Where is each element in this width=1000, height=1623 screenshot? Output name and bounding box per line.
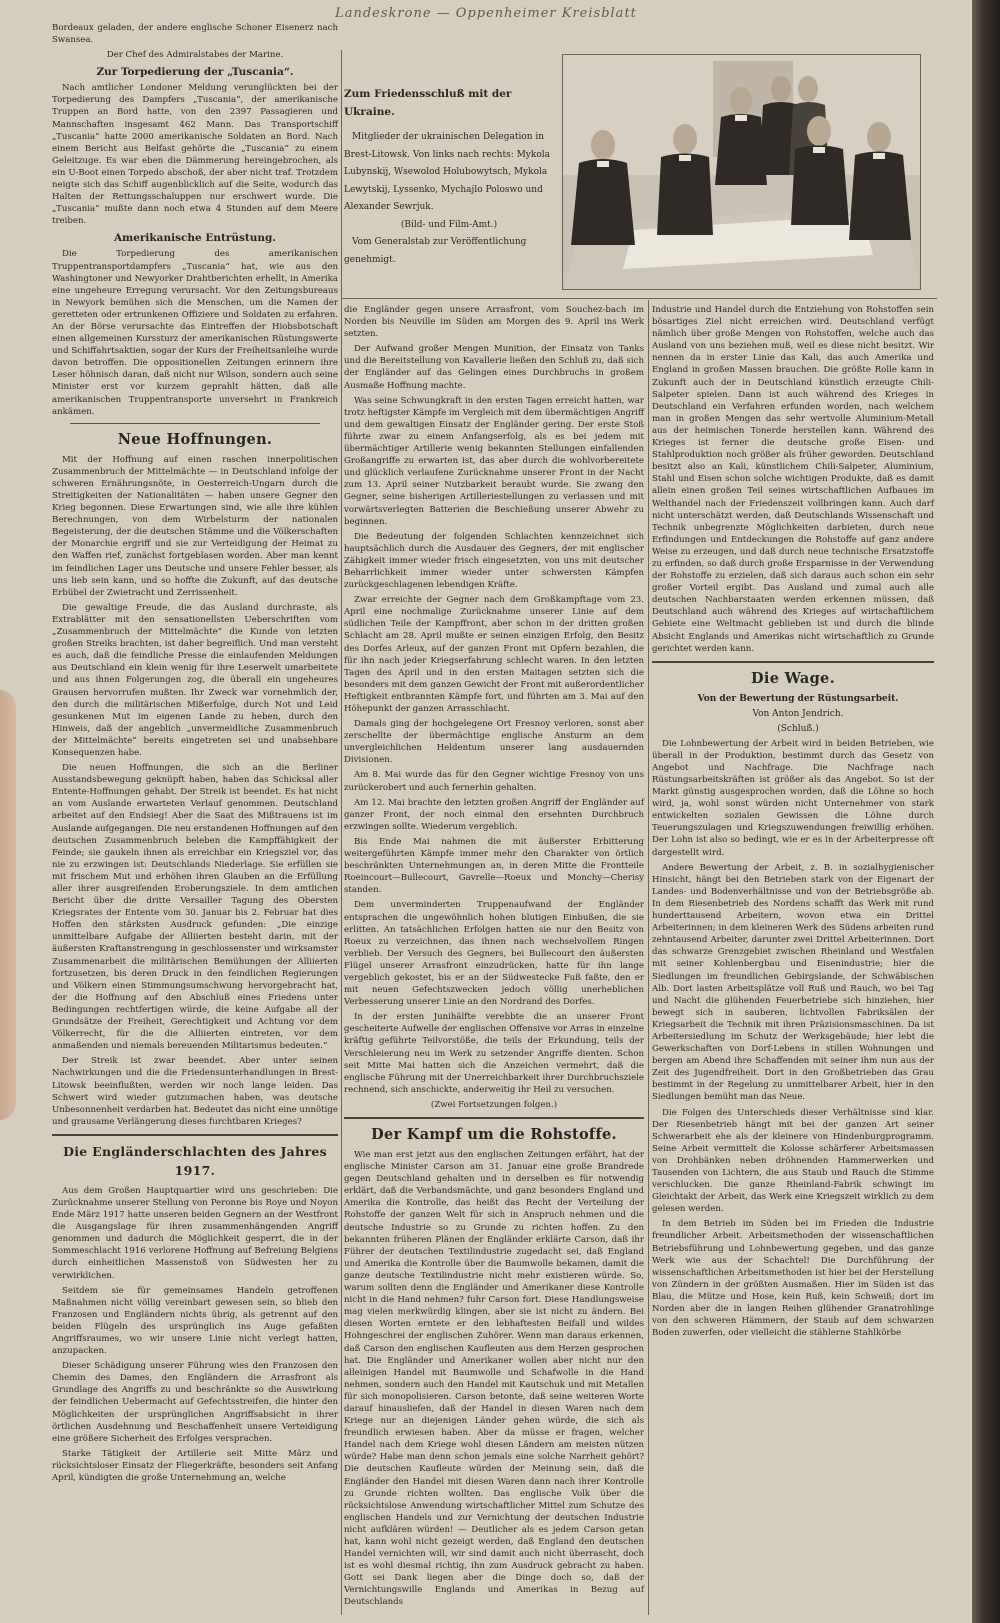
paragraph: Industrie und Handel durch die Entziehung von Rohstoffen sein bösartiges Ziel nicht erreichen wird. Deutschland verfügt nämlich über große Mengen von Rohstoffen, welche auch das Ausland von uns beziehen muß, weil es diese nicht besitzt. Wir nennen da in erster Linie das Kali, das auch Amerika und England in großen Massen brauchen. Die größte Rolle kann in Zukunft auch der in Deutschland künstlich erzeugte Chili-Salpeter spielen. Dann ist auch während des Krieges in Deutschland ein Verfahren erfunden worden, nach welchem man in großen Mengen das sehr wertvolle Aluminium-Metall aus der heimischen Tonerde herstellen kann. Während des Krieges ist ferner die deutsche große Eisen- und Stahlproduktion noch größer als früher geworden. Deutschland besitzt also an Kali, künstlichem Chili-Salpeter, Aluminium, Stahl und Eisen schon solche wichtigen Produkte, daß es damit allein einen großen Teil seines wirtschaftlichen Aufbaues im Welthandel nach der Friedenszeit vollbringen kann. Auch darf nicht unterschätzt werden, daß Deutschlands Wissenschaft und Technik unbegrenzte Möglichkeiten darbieten, durch neue Erfindungen und Entdeckungen die Rohstoffe auf ganz andere Weise zu erzeugen, und daß durch neue technische Ersatzstoffe zu erfinden, so daß durch große Ersparnisse in der Verwendung der Rohstoffe zu erzielen, daß sich daraus auch schon ein sehr großer Vorteil ergibt. Das Ausland und zumal auch alle deutschen Nachbarstaaten werden erkennen müssen, daß Deutschland auch während des Krieges auf wirtschaftlichem Gebiete eine Weltmacht geblieben ist und durch die blinde Absicht Englands und Amerikas nicht wirtschaftlich zu Grunde gerichtet werden kann. (652, 305, 934, 654)
caption-body: Mitglieder der ukrainischen Delegation in Brest-Litowsk. Von links nach rechts: Mykola Lubynskij, Wsewolod Holubowytsch, Mykola Lewytskij, Lyssenko, Mychajlo Poloswo und Alexander Sewrjuk. (344, 132, 551, 212)
paragraph: Seitdem sie für gemeinsames Handeln getroffenen Maßnahmen nicht völlig vereinbart gewesen sein, so blieb den Franzosen und Engländern nichts übrig, als getrennt auf den beiden Flügeln des ursprünglich ins Auge gefaßten Angriffsraumes, wo wir unsere Linie nicht verlegt hatten, anzupacken. (52, 1285, 338, 1357)
paragraph: Der Streik ist zwar beendet. Aber unter seinen Nachwirkungen und die die Friedensunterhandlungen in Brest-Litowsk beeinflußten, werden wir noch lange leiden. Das Schwert wird wieder gutzumachen haben, was deutsche Unbesonnenheit verdarben hat. Bedeutet das nicht eine unnötige und grausame Verlängerung dieses furchtbaren Krieges? (52, 1056, 338, 1127)
series-note: (Schluß.) (777, 723, 819, 734)
article-fragment-top: Bordeaux geladen, der andere englische Schoner Eisenerz nach Swansea. (52, 23, 338, 46)
column-right (652, 304, 934, 1614)
caption-approval: Vom Generalstab zur Veröffentlichung genehmigt. (344, 237, 527, 265)
delegation-photo-image (563, 55, 920, 289)
paragraph: Aus dem Großen Hauptquartier wird uns geschrieben: Die Zurücknahme unserer Stellung von Peronne bis Roye und Noyon Ende März 1917 hatte unseren beiden Gegnern an der Westfront die Ausgangslage für ihren zusammenhängenden Angriff genommen und dadurch die Möglichkeit gesperrt, die in der Sommeschlacht 1916 verlorene Hoffnung auf Befreiung Belgiens durch einheitlichen Massenstoß von Südwesten her zu verwirklichen. (52, 1185, 338, 1281)
caption-title: Zum Friedensschluß mit der Ukraine. (344, 88, 512, 118)
signature-admiralstab: Der Chef des Admiralstabes der Marine. (106, 50, 284, 61)
delegation-photo (562, 54, 921, 290)
column-rule-left (341, 50, 342, 1615)
column-rule-right (648, 300, 649, 1615)
divider (52, 1134, 338, 1136)
paragraph: Die gewaltige Freude, die das Ausland durchraste, als Extrablätter mit den sensationellsten Ueberschriften vom „Zusammenbruch der Mittelmächte“ die Kunde von letzten großen Streiks brachten, ist daher begreiflich. Und man versteht es auch, daß die feindliche Presse die einlaufenden Meldungen aus Deutschland ein klein wenig für ihre Leserwelt umarbeitete und aus ihnen Folgerungen zog, die überall ein ungeheures Grausen hervorrufen mußten. Ihr Zweck war vornehmlich der, den durch die militärischen Mißerfolge, durch Not und Leid gesunkenen Mut im eigenen Lande zu heben, durch den Hinweis, daß der angeblich „unvermeidliche Zusammenbruch der Mittelmächte“ bereits eingetreten sei und unabsehbare Konsequenzen habe. (52, 602, 338, 758)
thumb-edge (0, 690, 16, 1120)
divider (70, 423, 320, 424)
paragraph: Am 12. Mai brachte den letzten großen Angriff der Engländer auf ganzer Front, der noch einmal den ersehnten Durchbruch erzwingen sollte. Wiederum vergeblich. (344, 797, 644, 832)
paragraph: Die Lohnbewertung der Arbeit wird in beiden Betrieben, wie überall in der Produktion, bestimmt durch das Gesetz von Angebot und Nachfrage. Die Nachfrage nach Rüstungsarbeitskräften ist größer als das Angebot. So ist der Markt günstig ausgesprochen worden, daß die Löhne so hoch wird, ja, wohl sonst würden nicht Unternehmer von stark entwickelten sozialen Gewissen die Löhne durch Teuerungszulagen und Kriegszuwendungen freiwillig erhöhen. Der Lohn ist also so bedingt, wie er es in der Arbeiterpresse oft dargestellt wird. (652, 738, 934, 858)
headline-englaenderschlachten: Die Engländerschlachten des Jahres 1917. (63, 1143, 327, 1178)
headline-entruestung: Amerikanische Entrüstung. (113, 232, 277, 245)
paragraph: Wie man erst jetzt aus den englischen Zeitungen erfährt, hat der englische Minister Carson am 31. Januar eine große Brandrede gegen Deutschland gehalten und in derselben es für notwendig erklärt, daß die Verbandsmächte, und ganz besonders England und Amerika die Kontrolle, das heißt das Recht der Verteilung der Rohstoffe der ganzen Welt für sich in Anspruch nehmen und die deutsche Industrie so zu Grunde zu richten hoffen. Zu den bekannten früheren Plänen der Engländer erklärte Carson, daß ihr Führer der deutschen Textilindustrie zugedacht sei, daß England und Amerika die Kontrolle über die Baumwolle bekamen, damit die ganze deutsche Textilindustrie nicht mehr existieren würde. So, warum sollten denn die Engländer und Amerikaner diese Kontrolle nicht in die Hand nehmen? fuhr Carson fort. Diese Handlungsweise mag vielen merkwürdig klingen, aber sie ist nicht zu ändern. Bei diesen Worten erntete er den lebhaftesten Beifall und wildes Hohngeschrei der englischen Zuhörer. Wenn man daraus erkennen, daß Carson den englischen Kaufleuten aus dem Herzen gesprochen hat. Die Engländer und Amerikaner wollen aber nicht nur den alleinigen Handel mit Baumwolle und Schafwolle in die Hand nehmen, sondern auch den Handel mit Kautschuk und mit Metallen für sich monopolisieren. Carson betonte, daß seine weiteren Worte darauf hinausliefen, daß der Handel in diesen Waren nach dem Kriege nur an diejenigen Länder gehen würde, die sich als freundlich erwiesen haben. Aber da müsse er fragen, welcher Handel nach dem Kriege wohl diesen Ländern am meisten nützen würde? Habe man denn schon jemals eine solche Narrheit gehört? Die deutschen Kaufleute würden der Meinung sein, daß die Engländer den Handel mit diesen Waren dann nach ihrer Kontrolle zu Grunde richten wollten. Das englische Volk über die rücksichtslose Anwendung wirtschaftlicher Mittel zum Schutze des englischen Handels und zur Vernichtung der deutschen Industrie nicht aufklären würden! — Deutlicher als es jedem Carson getan hat, kann wohl nicht gezeigt werden, daß England den deutschen Handel vernichten will, wir sind damit auch nicht überrascht, doch ist es wohl diesmal richtig, ihn zum Ausdruck gebracht zu haben. Gott sei Dank liegen aber die Dinge doch so, daß der Vernichtungswille Englands und Amerikas in Bezug auf Deutschlands (344, 1150, 644, 1608)
header-rule (341, 298, 937, 299)
column-left (52, 22, 338, 1612)
headline-neue-hoffnungen: Neue Hoffnungen. (117, 430, 273, 448)
paragraph: Mit der Hoffnung auf einen raschen innerpolitischen Zusammenbruch der Mittelmächte — in Deutschland infolge der schweren Ernährungsnöte, in Oesterreich-Ungarn durch die Streitigkeiten der Nationalitäten — haben unsere Gegner den Krieg begonnen. Diese Erwartungen sind, wie alle ihre kühlen Berechnungen, von dem Wirbelsturm der nationalen Begeisterung, der die deutschen Stämme und die Völkerschaften der Monarchie ergriff und sie zur Verteidigung der Heimat zu den Waffen rief, zunächst fortgeblasen worden. Aber man kennt im feindlichen Lager uns Deutsche und unsere Fehler besser, als uns lieb sein kann, und so hoffte die Zukunft, auf das deutsche Erbübel der Zwietracht und Zerrissenheit. (52, 454, 338, 598)
paragraph: Nach amtlicher Londoner Meldung verunglückten bei der Torpedierung des Dampfers „Tuscania“, der amerikanische Truppen an Bord hatte, von den 2397 Passagieren und Mannschaften insgesamt 462 Mann. Das Transportschiff „Tuscania“ hatte 2000 amerikanische Soldaten an Bord. Nach einem Bericht aus Belfast gehörte die „Tuscania“ zu einem Geleitzuge. Es war eben die Dämmerung hereingebrochen, als ein U-Boot einen Torpedo abschoß, der aber nicht traf. Trotzdem neigte sich das Schiff augenblicklich auf die Seite, wodurch das Halten der Rettungsschaluppen nur erschwert wurde. Die „Tuscania“ mußte dann noch etwa 4 Stunden auf dem Meere treiben. (52, 83, 338, 227)
binding-edge (972, 0, 1000, 1623)
running-head: Landeskrone — Oppenheimer Kreisblatt (335, 6, 637, 21)
paragraph: Was seine Schwungkraft in den ersten Tagen erreicht hatten, war trotz heftigster Kämpfe im Vergleich mit dem übermächtigen Angriff und dem gewaltigen Einsatz der Engländer gering. Der erste Stoß führte zwar zu einem Anfangserfolg, als es bei jedem mit übermächtiger Artillerie wenig bekannten Stellungen einfallenden Großangriffe zu erwarten ist, das aber durch die wohlvorbereitete und glücklich verlaufene Zurücknahme unserer Front in der Nacht zum 13. April seiner Nutzbarkeit beraubt wurde. Sie zwang den Gegner, seine bisherigen Artilleriestellungen zu verlassen und mit vorwärtsverlegten Batterien die Beschießung unserer Abwehr zu beginnen. (344, 395, 644, 527)
paragraph: In dem Betrieb im Süden bei im Frieden die Industrie freundlicher Arbeit. Arbeitsmethoden der wissenschaftlichen Betriebsführung und Lohnbewertung gegeben, und das ganze Werk wie aus der Schachtel! Die Durchführung der wissenschaftlichen Arbeitsmethoden ist hier bei der Herstellung von Zündern in der größten Ausmaßen. Hier im Süden ist das Blau, die Mütze und Hose, kein Ruß, kein Schweiß; dort im Norden aber die in langen Reihen glühender Granatrohlinge von den schweren Hämmern, der Staub auf dem schwarzen Boden zuwerfen, oder vielleicht die stählerne Stahlkörbe (652, 1219, 934, 1339)
headline-die-wage: Die Wage. (751, 669, 835, 687)
paragraph: Am 8. Mai wurde das für den Gegner wichtige Fresnoy von uns zurückerobert und auch fernerhin gehalten. (344, 770, 644, 793)
paragraph: In der ersten Junihälfte verebbte die an unserer Front gescheiterte Aufwelle der englischen Offensive vor Arras in einzelne kräftig geführte Teilvorstöße, die teils der Erkundung, teils der Verschleierung neu im Werk zu setzender Angriffe dienten. Schon seit Mitte Mai hatten sich die Anzeichen vermehrt, daß die englische Führung mit der Unerreichbarkeit ihrer Durchbruchsziele rechnend, sich anschickte, anderweitig ihr Heil zu versuchen. (344, 1012, 644, 1095)
byline: Von Anton Jendrich. (752, 708, 844, 719)
headline-tuscania: Zur Torpedierung der „Tuscania“. (96, 66, 294, 79)
paragraph: Die Bedeutung der folgenden Schlachten kennzeichnet sich hauptsächlich durch die Ausdauer des Gegners, der mit englischer Zähigkeit immer wieder frisch eingesetzten, von uns mit deutscher Beharrlichkeit immer wieder unter schwersten Kämpfen zurückgeschlagenen lebendigen Kräfte. (344, 531, 644, 591)
paragraph: Die Torpedierung des amerikanischen Truppentransportdampfers „Tuscania“ hat, wie aus den Washingtoner und Newyorker Drahtberichten erhellt, in Amerika eine ungeheure Erregung verursacht. Vor den Zeitungsbureaus in Newyork bemühen sich die Menschen, um die Namen der geretteten oder ertrunkenen Offiziere und Soldaten zu erfahren. An der Börse verursachte das Eintreffen der Hiobsbotschaft einen allgemeinen Kurssturz der amerikanischen Rüstungswerte und Schiffahrtsaktien, sogar der Kurs der Freiheitsanleihe wurde davon betroffen. Die oppositionellen Zeitungen erinnern ihre Leser höhnisch daran, daß nicht nur Wilson, sondern auch seine Minister erst vor kurzem geprahlt hätten, daß alle amerikanischen Truppentransporte unversehrt in Frankreich ankämen. (52, 249, 338, 417)
paragraph: die Engländer gegen unsere Arrasfront, vom Souchez-bach im Norden bis Neuville im Süden am Morgen des 9. April ins Werk setzten. (344, 305, 644, 340)
column-middle (344, 304, 644, 1614)
photo-caption (344, 86, 554, 269)
paragraph: Die Folgen des Unterschieds dieser Verhältnisse sind klar. Der Riesenbetrieb hängt mit bei der ganzen Art seiner Schwerarbeit ehe als der kleinere von Hindenburgprogramm. Seine Arbeit vermittelt die Kolosse schärferer Arbeitsmassen von Drohbänken neben dröhnenden Hammerwerken und Tausenden von Lichtern, die aus Staub und Rauch die Stimme verschlucken. Die ganze Rheinland-Fabrik schwingt im Gleichtakt der Arbeit, das Werk eine Kriegszeit wirklich zu dem gelesen werden. (652, 1107, 934, 1215)
continuation-note: (Zwei Fortsetzungen folgen.) (430, 1099, 558, 1110)
divider (652, 661, 934, 663)
paragraph: Damals ging der hochgelegene Ort Fresnoy verloren, sonst aber zerschellte der übermächtige englische Ansturm an dem unvergleichlichen Heldentum unserer lang ausdauernden Divisionen. (344, 719, 644, 766)
paragraph: Andere Bewertung der Arbeit, z. B. in sozialhygienischer Hinsicht, hängt bei den Betrieben stark von der Eigenart der Landes- und Bodenverhältnisse und von der Betriebsgröße ab. In dem Riesenbetrieb des Nordens schafft das Werk mit rund hunderttausend Arbeitern, wovon etwa ein Drittel Arbeiterinnen; in dem kleineren Werk des Südens arbeiten rund zehntausend Arbeiter, darunter zwei Drittel Arbeiterinnen. Dort das schwarze Grenzgebiet zwischen Rheinland und Westfalen mit seiner Kohlenbergbau und Eisenindustrie; hier die Siedlungen im freundlichen Gebirgslande, der Schwäbischen Alb. Dort lasten Arbeitsplätze voll Ruß und Rauch, wo bei Tag und Nacht die glühenden Feuerbetriebe sich hinziehen, hier bewegt sich in sauberen, lichtvollen Fabriksälen der Kriegsarbeit die Technik mit ihren Präzisionsmaschinen. Da ist Arbeitersiedlung im Schutz der Werksgebäude; hier lebt die Gewerkschaften von Dorf-Lebens in stillen Wohnungen und bergen am Abend ihre Schaffenden mit seiner ihm nun aus der Zeit des Jugendfreiheit. Dort in den Großbetrieben das Grau bestimmt in der Regelung zu unmittelbarer Arbeit, hier in den Siedlungen bemüht man das Neue. (652, 862, 934, 1103)
subheadline: Von der Bewertung der Rüstungsarbeit. (697, 693, 899, 704)
paragraph: Dieser Schädigung unserer Führung wies den Franzosen den Chemin des Dames, den Engländern die Arrasfront als Grundlage des Angriffs zu und beschränkte so die Auswirkung der feindlichen Uebermacht auf Gefechtsstreifen, die hinter den Möglichkeiten der ursprünglichen Angriffsabsicht in ihrer örtlichen Ausdehnung und Beschaffenheit unsere Verteidigung eine größere Sicherheit des Erfolges versprachen. (52, 1361, 338, 1444)
paragraph: Starke Tätigkeit der Artillerie seit Mitte März und rücksichtsloser Einsatz der Fliegerkräfte, besonders seit Anfang April, kündigten die große Unternehmung an, welche (52, 1448, 338, 1484)
paragraph: Dem unverminderten Truppenaufwand der Engländer entsprachen die ungewöhnlich hohen blutigen Einbußen, die sie erlitten. An tatsächlichen Erfolgen hatten sie nur den Besitz von Roeux zu verzeichnen, das ihnen nach wechselvollem Ringen verblieb. Der Versuch des Gegners, bei Bullecourt den äußersten Flügel unserer Arrasfront einzudrücken, hatte für ihn lange vergeblich gekostet, bis er an der Südwestecke Fuß faßte, den er mit neuen Gefechtszwecken jedoch völlig unerheblichen Verbesserung unserer Linie an den Nordrand des Dorfes. (344, 900, 644, 1008)
divider (344, 1117, 644, 1119)
paragraph: Zwar erreichte der Gegner nach dem Großkampftage vom 23. April eine nochmalige Zurücknahme unserer Linie auf dem südlichen Teile der Kampffront, aber schon in der dritten großen Schlacht am 28. April mußte er seinen einzigen Erfolg, den Besitz des Dorfes Arleux, auf der ganzen Front mit Opfern bezahlen, die für ihn nach jeder Kriegserfahrung schlecht waren. In den letzten Tagen des April und in den ersten Maitagen setzten sich die besonders mit dem ganzen Gewicht der Front mit außerordentlicher Heftigkeit entbrannten Kämpfe fort, und führten am 3. Mai auf den Höhepunkt der ganzen Arrasschlacht. (344, 595, 644, 714)
paragraph: Die neuen Hoffnungen, die sich an die Berliner Ausstandsbewegung geknüpft haben, haben das Schicksal aller Entente-Hoffnungen gehabt. Der Streik ist beendet. Es hat nicht an vom Auslande erwarteten Verlauf genommen. Deutschland arbeitet auf den Endsieg! Aber die Saat des Mißtrauens ist im Auslande aufgegangen. Die neu erstandenen Hoffnungen auf den deutschen Zusammenbruch beleben die Kampffähigkeit der Feinde; sie gaukeln ihnen als erreichbar ein Kriegsziel vor, das nie zu erzwingen ist: Deutschlands Niederlage. Sie erfüllen sie mit frischem Mut und erhöhen ihren Glauben an die Erfüllung aller ihrer ausgreifenden Eroberungsziele. In dem amtlichen Bericht über die dritte Versailler Tagung des Obersten Kriegsrates der Entente vom 30. Januar bis 2. Februar hat dies Hoffen den stärksten Ausdruck gefunden: „Die einzige unmittelbare Aufgabe der Alliierten besteht darin, mit der äußersten Kraftanstrengung in geschlossenster und wirksamster Zusammenarbeit die militärischen Bemühungen der Alliierten fortzusetzen, bis deren Druck in den feindlichen Regierungen und Völkern einen Stimmungsumschwung hervorgebracht hat, der die Hoffnung auf den Abschluß eines Friedens unter Bedingungen rechtfertigen würde, die keine Aufgabe all der Grundsätze der Freiheit, Gerechtigkeit und Achtung vor dem Völkerrecht, für die die Alliierten eintreten, vor dem anmaßenden und niemals bereuenden Militarismus bedeuten.“ (52, 763, 338, 1052)
caption-credit: (Bild- und Film-Amt.) (400, 219, 498, 230)
headline-kampf-rohstoffe: Der Kampf um die Rohstoffe. (371, 1126, 617, 1143)
paragraph: Bis Ende Mai nahmen die mit äußerster Erbitterung weitergeführten Kämpfe immer mehr den Charakter von örtlich beschränkten Unternehmungen an, in deren Mitte die Frontteile Roeincourt—Bullecourt, Gavrelle—Roeux und Monchy—Cherisy standen. (344, 836, 644, 896)
paragraph: Der Aufwand großer Mengen Munition, der Einsatz von Tanks und die Bereitstellung von Kavallerie ließen den Schluß zu, daß sich der Engländer auf das Gelingen eines Durchbruchs in großem Ausmaße Hoffnung machte. (344, 344, 644, 391)
